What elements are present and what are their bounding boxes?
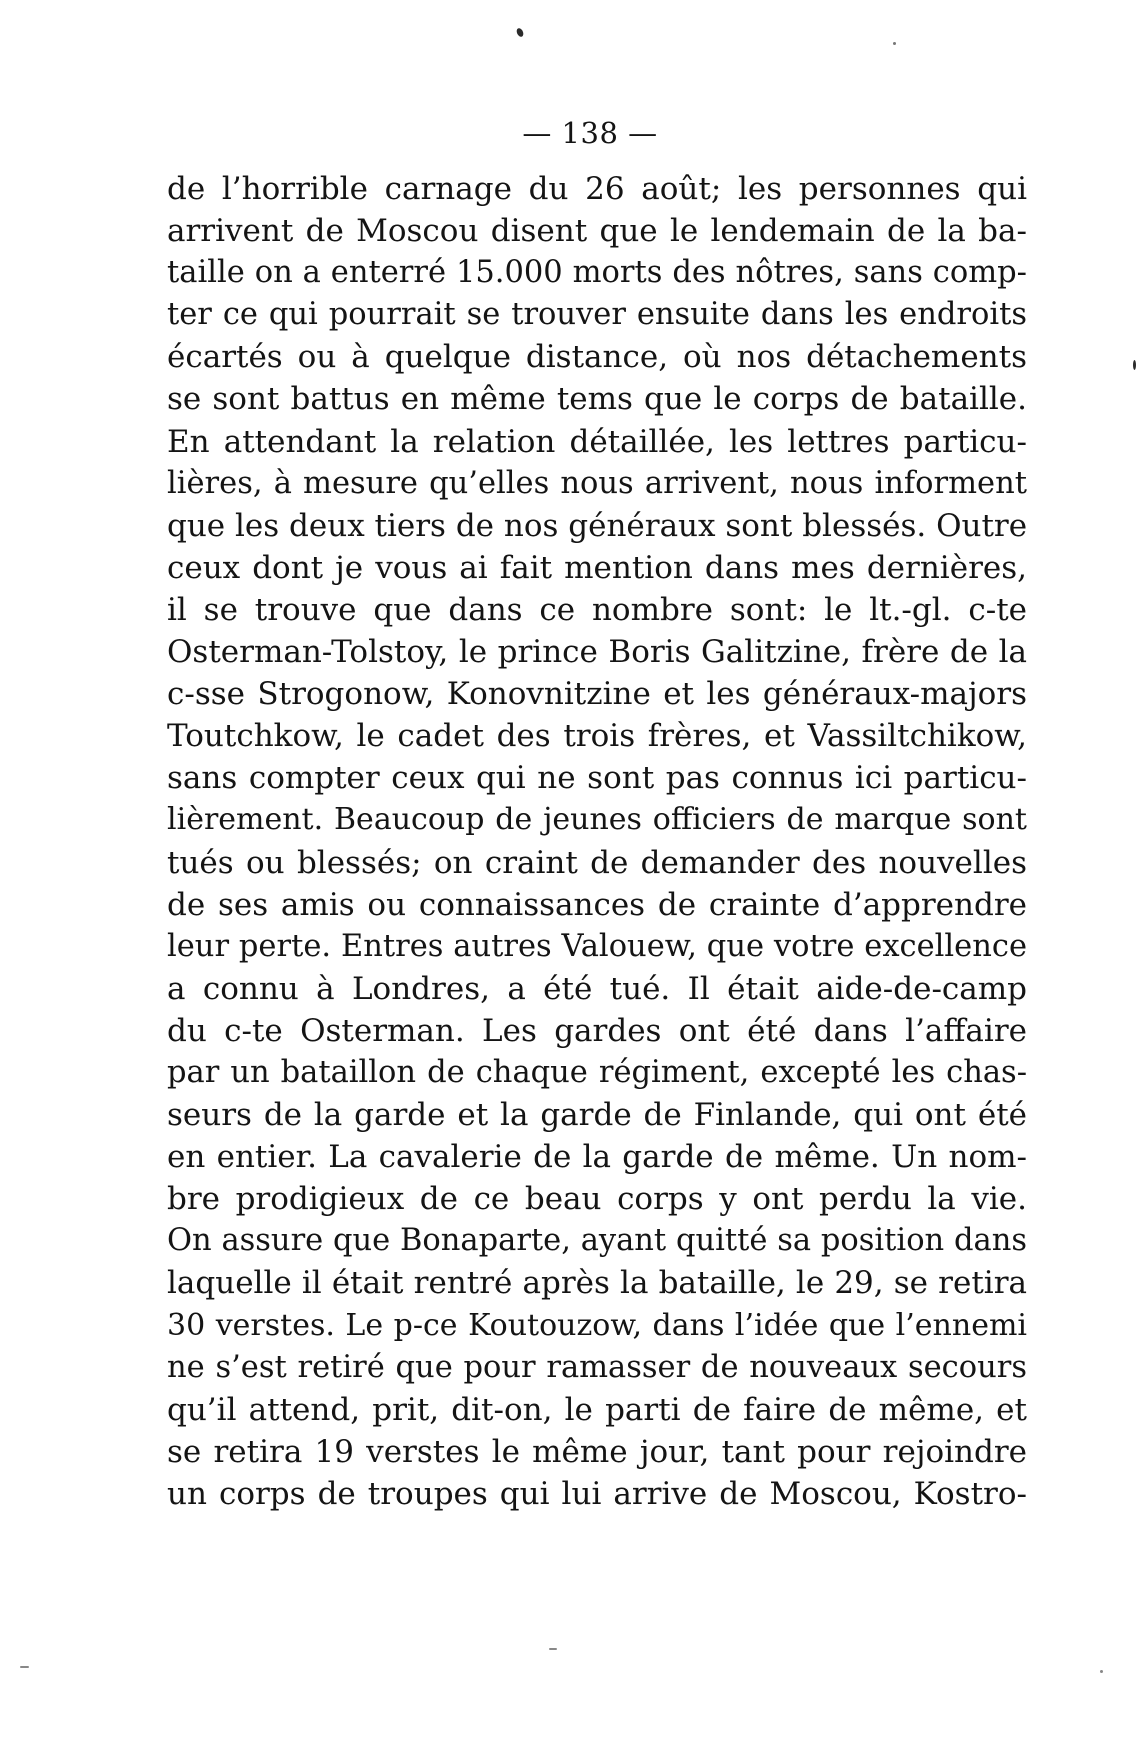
- text-line: Toutchkow, le cadet des trois frères, et Vassiltchikow,: [167, 718, 1027, 755]
- text-line: écartés ou à quelque distance, où nos détachements: [167, 339, 1027, 376]
- text-line: arrivent de Moscou disent que le lendemain de la ba-: [167, 213, 1027, 250]
- text-line: Osterman-Tolstoy, le prince Boris Galitzine, frère de la: [167, 634, 1027, 671]
- print-speck: [549, 1648, 557, 1650]
- text-line: seurs de la garde et la garde de Finlande, qui ont été: [167, 1097, 1027, 1134]
- text-line: tués ou blessés; on craint de demander des nouvelles: [167, 844, 1027, 881]
- text-line: leur perte. Entres autres Valouew, que votre excellence: [167, 928, 1027, 964]
- print-speck: [893, 42, 896, 45]
- text-line: du c-te Osterman. Les gardes ont été dans l’affaire: [167, 1012, 1027, 1049]
- text-line: bre prodigieux de ce beau corps y ont perdu la vie.: [167, 1181, 1027, 1218]
- print-speck: [1133, 360, 1136, 370]
- print-speck: [515, 27, 524, 38]
- text-line: un corps de troupes qui lui arrive de Moscou, Kostro-: [167, 1475, 1027, 1512]
- text-line: lièrement. Beaucoup de jeunes officiers de marque sont: [167, 802, 1027, 838]
- text-line: c-sse Strogonow, Konovnitzine et les généraux-majors: [167, 676, 1027, 713]
- body-text: [167, 168, 1027, 1515]
- page-number: — 138 —: [522, 116, 658, 150]
- text-line: par un bataillon de chaque régiment, excepté les chas-: [167, 1054, 1027, 1090]
- print-speck: [1100, 1670, 1103, 1673]
- text-line: que les deux tiers de nos généraux sont blessés. Outre: [167, 507, 1028, 544]
- text-line: On assure que Bonaparte, ayant quitté sa position dans: [167, 1223, 1027, 1259]
- text-line: de l’horrible carnage du 26 août; les personnes qui: [167, 171, 1027, 207]
- text-line: qu’il attend, prit, dit-on, le parti de faire de même, et: [167, 1391, 1027, 1428]
- text-line: en entier. La cavalerie de la garde de même. Un nom-: [167, 1139, 1027, 1176]
- text-line: il se trouve que dans ce nombre sont: le lt.-gl. c-te: [167, 591, 1027, 628]
- text-line: sans compter ceux qui ne sont pas connus ici particu-: [167, 760, 1027, 797]
- text-line: se retira 19 verstes le même jour, tant pour rejoindre: [167, 1433, 1027, 1470]
- text-line: 30 verstes. Le p-ce Koutouzow, dans l’idée que l’ennemi: [167, 1307, 1027, 1343]
- text-line: de ses amis ou connaissances de crainte d’apprendre: [167, 886, 1027, 923]
- print-speck: [20, 1666, 29, 1668]
- text-line: taille on a enterré 15.000 morts des nôtres, sans comp-: [167, 255, 1027, 291]
- text-line: ter ce qui pourrait se trouver ensuite dans les endroits: [167, 297, 1027, 333]
- text-line: laquelle il était rentré après la bataille, le 29, se retira: [167, 1265, 1027, 1302]
- text-line: ne s’est retiré que pour ramasser de nouveaux secours: [167, 1349, 1027, 1385]
- text-line: lières, à mesure qu’elles nous arrivent, nous informent: [167, 465, 1027, 501]
- text-line: ceux dont je vous ai fait mention dans mes dernières,: [167, 549, 1027, 586]
- text-line: En attendant la relation détaillée, les lettres particu-: [167, 423, 1027, 460]
- text-line: a connu à Londres, a été tué. Il était aide-de-camp: [167, 970, 1027, 1007]
- text-line: se sont battus en même tems que le corps de bataille.: [167, 381, 1027, 418]
